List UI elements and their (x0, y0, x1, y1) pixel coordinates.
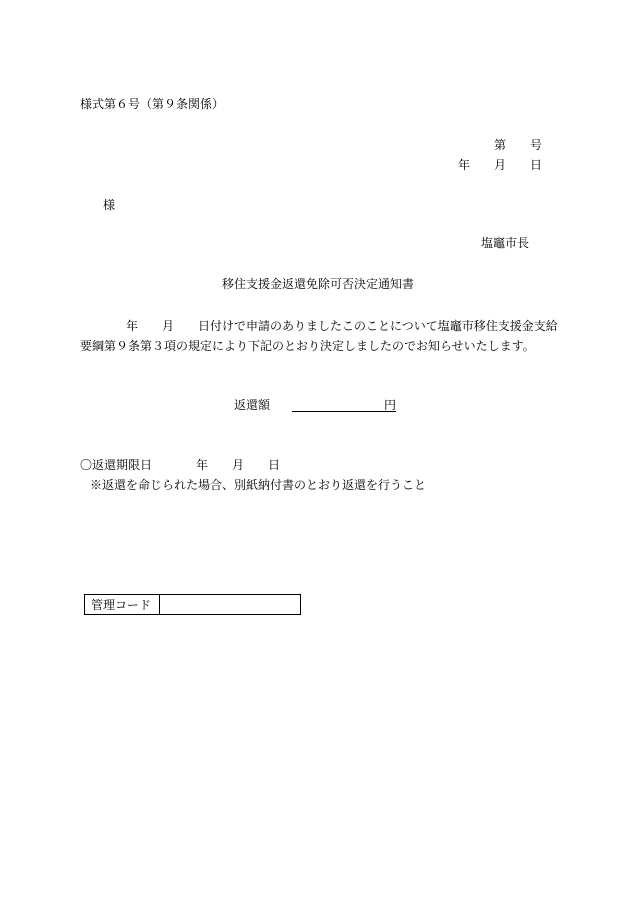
recipient-honorific: 様 (103, 198, 116, 212)
issuer-name: 塩竈市長 (481, 236, 530, 250)
return-deadline-label: 〇返還期限日 (80, 458, 153, 472)
body-text-line-1: 年 月 日付けで申請のありましたこのことについて塩竈市移住支援金支給 (126, 319, 558, 333)
management-code-label: 管理コード (85, 595, 160, 615)
return-note: ※返還を命じられた場合、別紙納付書のとおり返還を行うこと (90, 478, 427, 492)
document-number: 第 号 (494, 138, 543, 152)
body-text-line-2: 要綱第９条第３項の規定により下記のとおり決定しましたのでお知らせいたします。 (80, 339, 535, 353)
management-code-table (84, 594, 301, 615)
return-amount-unit: 円 (384, 398, 397, 412)
return-amount-label: 返還額 (234, 398, 271, 412)
document-date: 年 月 日 (458, 158, 543, 172)
form-number-label: 様式第６号（第９条関係） (80, 97, 225, 111)
management-code-value (160, 595, 301, 615)
document-title: 移住支援金返還免除可否決定通知書 (222, 277, 415, 291)
return-amount-field (292, 411, 396, 412)
return-deadline-date: 年 月 日 (196, 458, 281, 472)
